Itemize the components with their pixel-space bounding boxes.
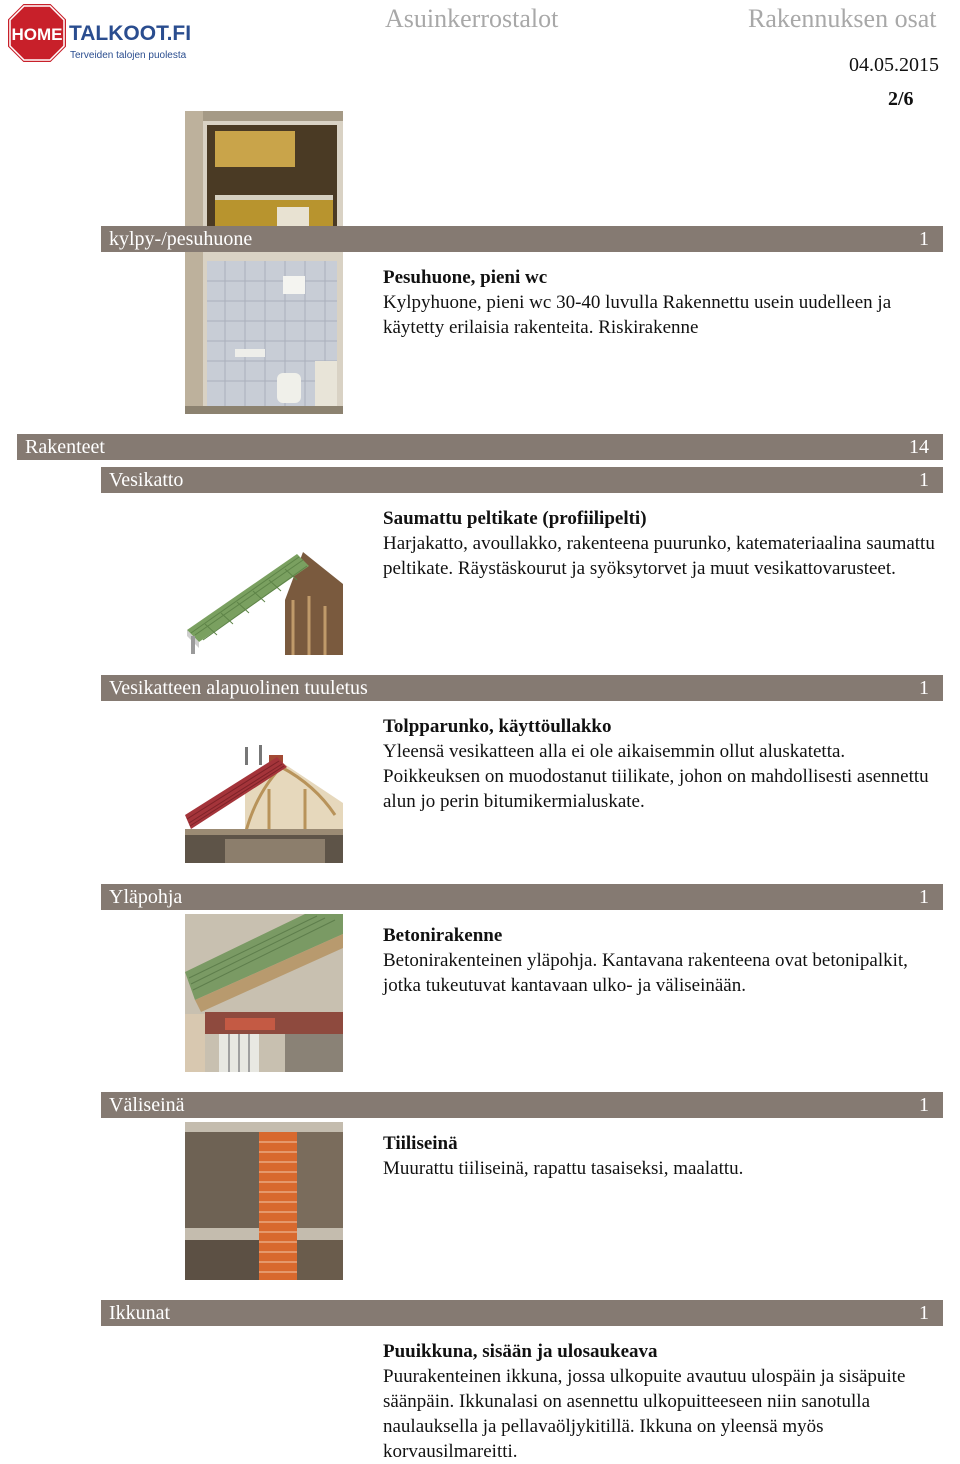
section-title: kylpy-/pesuhuone (109, 228, 253, 250)
section-bar-windows (101, 1300, 943, 1326)
item-title: Pesuhuone, pieni wc (383, 267, 548, 288)
section-title: Vesikatteen alapuolinen tuuletus (109, 677, 368, 699)
section-bar-roof (101, 467, 943, 493)
section-description (383, 923, 943, 998)
section-count: 1 (919, 1094, 929, 1116)
item-title: Tolpparunko, käyttöullakko (383, 716, 612, 737)
bathroom-kitchen-cutaway-image (185, 111, 343, 414)
item-text: Muurattu tiiliseinä, rapattu tasaiseksi, maalattu. (383, 1158, 744, 1179)
svg-text:Terveiden talojen puolesta: Terveiden talojen puolesta (70, 50, 187, 61)
item-title: Tiiliseinä (383, 1133, 458, 1154)
section-bar-top-floor (101, 884, 943, 910)
section-bar-partition-wall (101, 1092, 943, 1118)
green-metal-roof-image (185, 540, 343, 655)
section-count: 1 (919, 677, 929, 699)
group-title: Rakenteet (25, 436, 105, 458)
red-tile-roof-attic-image (185, 745, 343, 863)
section-bar-bathroom (101, 226, 943, 252)
group-count: 14 (909, 436, 929, 458)
section-count: 1 (919, 886, 929, 908)
section-title: Väliseinä (109, 1094, 185, 1116)
section-description (383, 265, 943, 340)
item-text: Kylpyhuone, pieni wc 30-40 luvulla Rakennettu usein uudelleen ja käytetty erilaisia rakenteita. Riskirakenne (383, 292, 892, 338)
section-title: Yläpohja (109, 886, 183, 908)
section-count: 1 (919, 469, 929, 491)
hometalkoot-logo (6, 2, 192, 64)
section-bar-roof-ventilation (101, 675, 943, 701)
item-text: Harjakatto, avoullakko, rakenteena puurunko, katemateriaalina saumattu peltikate. Räystäskourut ja syöksytorvet ja muut vesikattovarusteet. (383, 533, 935, 579)
item-title: Puuikkuna, sisään ja ulosaukeava (383, 1341, 658, 1362)
header-section: Rakennuksen osat (748, 4, 937, 33)
section-description (383, 714, 943, 814)
section-count: 1 (919, 228, 929, 250)
section-title: Ikkunat (109, 1302, 171, 1324)
item-text: Puurakenteinen ikkuna, jossa ulkopuite avautuu ulospäin ja sisäpuite säänpäin. Ikkunalasi on asennettu ulkopuitteeseen niin sanotulla naulauksella ja pellavaöljykitillä. Ikkuna on yleensä myös korvausilmareitti. (383, 1366, 906, 1462)
header-category: Asuinkerrostalot (385, 4, 559, 33)
item-text: Betonirakenteinen yläpohja. Kantavana rakenteena ovat betonipalkit, jotka tukeutuvat kantavaan ulko- ja väliseinään. (383, 950, 908, 996)
section-description (383, 506, 943, 581)
page-number: 2/6 (888, 88, 914, 110)
group-bar-structures (17, 434, 943, 460)
item-text: Yleensä vesikatteen alla ei ole aikaisemmin ollut aluskatetta. Poikkeuksen on muodostanut tiilikate, johon on mahdollisesti asennettu alun jo perin bitumikermialuskate. (383, 741, 929, 812)
section-description (383, 1131, 943, 1181)
concrete-top-floor-image (185, 914, 343, 1072)
document-date: 04.05.2015 (849, 54, 939, 76)
section-title: Vesikatto (109, 469, 184, 491)
brick-partition-wall-image (185, 1122, 343, 1280)
section-count: 1 (919, 1302, 929, 1324)
section-description (383, 1339, 943, 1464)
svg-text:TALKOOT.FI: TALKOOT.FI (69, 22, 192, 45)
item-title: Saumattu peltikate (profiilipelti) (383, 508, 647, 529)
svg-text:HOME: HOME (11, 25, 63, 44)
item-title: Betonirakenne (383, 925, 503, 946)
